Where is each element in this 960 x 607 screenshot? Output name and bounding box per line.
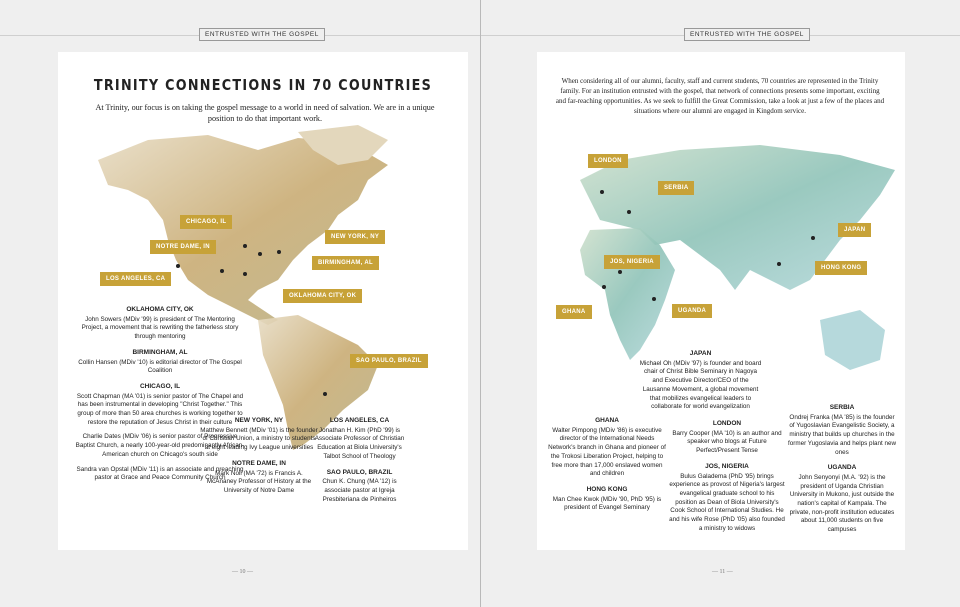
map-label-japan: JAPAN xyxy=(838,223,871,237)
alumni-text: Ondrej Franka (MA '85) is the founder of Yugoslavian Evangelistic Society, a ministry that builds up churches in the former Yugoslavia and helps plant new ones xyxy=(787,413,897,456)
map-label-los-angeles: LOS ANGELES, CA xyxy=(100,272,171,286)
map-label-sao-paulo: SAO PAULO, BRAZIL xyxy=(350,354,428,368)
place-heading: LONDON xyxy=(712,420,742,427)
right-column-2 xyxy=(668,420,786,540)
map-pin xyxy=(277,250,281,254)
place-heading: HONG KONG xyxy=(586,485,628,493)
place-heading: SERBIA xyxy=(829,404,855,411)
map-pin xyxy=(618,270,622,274)
map-pin xyxy=(243,244,247,248)
japan-block xyxy=(638,350,763,418)
map-label-london: LONDON xyxy=(588,154,628,168)
place-heading: UGANDA xyxy=(827,464,857,472)
page-title: TRINITY CONNECTIONS IN 70 COUNTRIES xyxy=(93,76,433,94)
place-heading: JOS, NIGERIA xyxy=(705,462,749,470)
alumni-text: Barry Cooper (MA '10) is an author and speaker who blogs at Future Perfect/Present Tense xyxy=(672,429,782,455)
africa-shape xyxy=(580,228,675,360)
map-pin xyxy=(602,285,606,289)
alumni-text: Bulus Galadema (PhD '95) brings experience as provost of Nigeria's largest evangelical graduate school to his position as Dean of Biola University's Cook School of International Studies. He and his wife Rose (PhD '05) also founded a ministry to widows xyxy=(669,472,785,532)
place-heading: SAO PAULO, BRAZIL xyxy=(326,468,393,476)
map-label-notre-dame: NOTRE DAME, IN xyxy=(150,240,216,254)
map-pin xyxy=(176,264,180,268)
running-title-right: ENTRUSTED WITH THE GOSPEL xyxy=(684,28,810,41)
map-label-ghana: GHANA xyxy=(556,305,592,319)
alumni-text: Walter Pimpong (MDiv '86) is executive director of the International Needs Network's branch in Ghana and pioneer of the Trokosi Liberation Project, helping to free more than 17,000 enslaved women and children xyxy=(548,426,666,478)
alumni-text: John Sowers (MDiv '99) is president of The Mentoring Project, a movement that is rewriting the fatherless story through mentoring xyxy=(81,315,239,341)
spine-divider xyxy=(480,0,481,607)
left-column-2 xyxy=(200,417,318,503)
place-heading: JAPAN xyxy=(689,350,712,357)
alumni-text: Sandra van Opstal (MDiv '11) is an associate and preaching pastor at Grace and Peace Community Church xyxy=(76,465,244,482)
map-label-serbia: SERBIA xyxy=(658,181,694,195)
alumni-text: Chun K. Chung (MA '12) is associate pastor at Igreja Presbiteriana de Pinheiros xyxy=(322,478,397,503)
left-column-3 xyxy=(312,417,407,511)
map-pin xyxy=(220,269,224,273)
place-heading: GHANA xyxy=(595,417,619,424)
map-pin xyxy=(258,252,262,256)
map-label-chicago: CHICAGO, IL xyxy=(180,215,232,229)
map-label-uganda: UGANDA xyxy=(672,304,712,318)
map-label-new-york: NEW YORK, NY xyxy=(325,230,385,244)
map-label-oklahoma-city: OKLAHOMA CITY, OK xyxy=(283,289,362,303)
right-column-3 xyxy=(787,404,897,542)
alumni-text: Mark Noll (MA '72) is Francis A. McAnaney Professor of History at the University of Notre Dame xyxy=(206,469,312,494)
running-title-left: ENTRUSTED WITH THE GOSPEL xyxy=(199,28,325,41)
map-pin xyxy=(777,262,781,266)
page-number-right: — 11 — xyxy=(712,569,733,575)
page-number-left: — 10 — xyxy=(232,569,253,575)
place-heading: NOTRE DAME, IN xyxy=(232,459,286,467)
map-pin xyxy=(627,210,631,214)
alumni-text: John Senyonyi (M.A. '92) is the president of Uganda Christian University in Mukono, just outside the nation's capital of Kampala. The private, non-profit institution educates about 11,000 students on five campuses xyxy=(789,473,895,534)
map-pin xyxy=(243,272,247,276)
alumni-text: Collin Hansen (MDiv '10) is editorial director of The Gospel Coalition xyxy=(78,358,242,375)
place-heading: CHICAGO, IL xyxy=(139,382,181,390)
map-pin xyxy=(600,190,604,194)
alumni-text: Charlie Dates (MDiv '06) is senior pastor of Progressive Baptist Church, a nearly 100-year-old predominantly African-American church on Chicago's south side xyxy=(75,433,245,458)
map-label-jos-nigeria: JOS, NIGERIA xyxy=(604,255,660,269)
place-heading: BIRMINGHAM, AL xyxy=(132,348,188,356)
right-intro: When considering all of our alumni, faculty, staff and current students, 70 countries are represented in the Trinity family. For an institution entrusted with the gospel, that network of connections presents some important, exciting and far-reaching opportunities. As we seek to fulfill the Great Commission, take a look at just a few of the places and situations where our alumni are engaged in Kingdom service. xyxy=(555,77,885,115)
alumni-text: Jonathan H. Kim (PhD '99) is Associate Professor of Christian Education at Biola University's Talbot School of Theology xyxy=(314,426,405,460)
map-label-hong-kong: HONG KONG xyxy=(815,261,867,275)
left-intro: At Trinity, our focus is on taking the gospel message to a world in need of salvation. We are in a unique position to do that important work. xyxy=(95,103,435,123)
alumni-text: Matthew Bennett (MDiv '01) is the founder of Christian Union, a ministry to students at eight leading Ivy League universities xyxy=(200,426,318,452)
place-heading: NEW YORK, NY xyxy=(234,417,284,424)
place-heading: LOS ANGELES, CA xyxy=(329,417,390,424)
map-label-birmingham: BIRMINGHAM, AL xyxy=(312,256,379,270)
alumni-text: Man Chee Kwok (MDiv '90, PhD '95) is president of Evangel Seminary xyxy=(552,495,662,512)
alumni-text: Scott Chapman (MA '01) is senior pastor of The Chapel and has been instrumental in developing "Christ Together." This group of more than 50 area churches is working together to restore the reputation of Jesus Christ in their culture xyxy=(76,392,244,426)
map-pin xyxy=(811,236,815,240)
map-pin xyxy=(323,392,327,396)
right-column-1 xyxy=(548,417,666,520)
map-pin xyxy=(652,297,656,301)
place-heading: OKLAHOMA CITY, OK xyxy=(126,306,194,313)
australia-shape xyxy=(820,310,885,370)
alumni-text: Michael Oh (MDiv '97) is founder and board chair of Christ Bible Seminary in Nagoya and Executive Director/CEO of the Lausanne Movement, a global movement that mobilizes evangelical leaders to collaborate for world evangelization xyxy=(639,359,762,411)
